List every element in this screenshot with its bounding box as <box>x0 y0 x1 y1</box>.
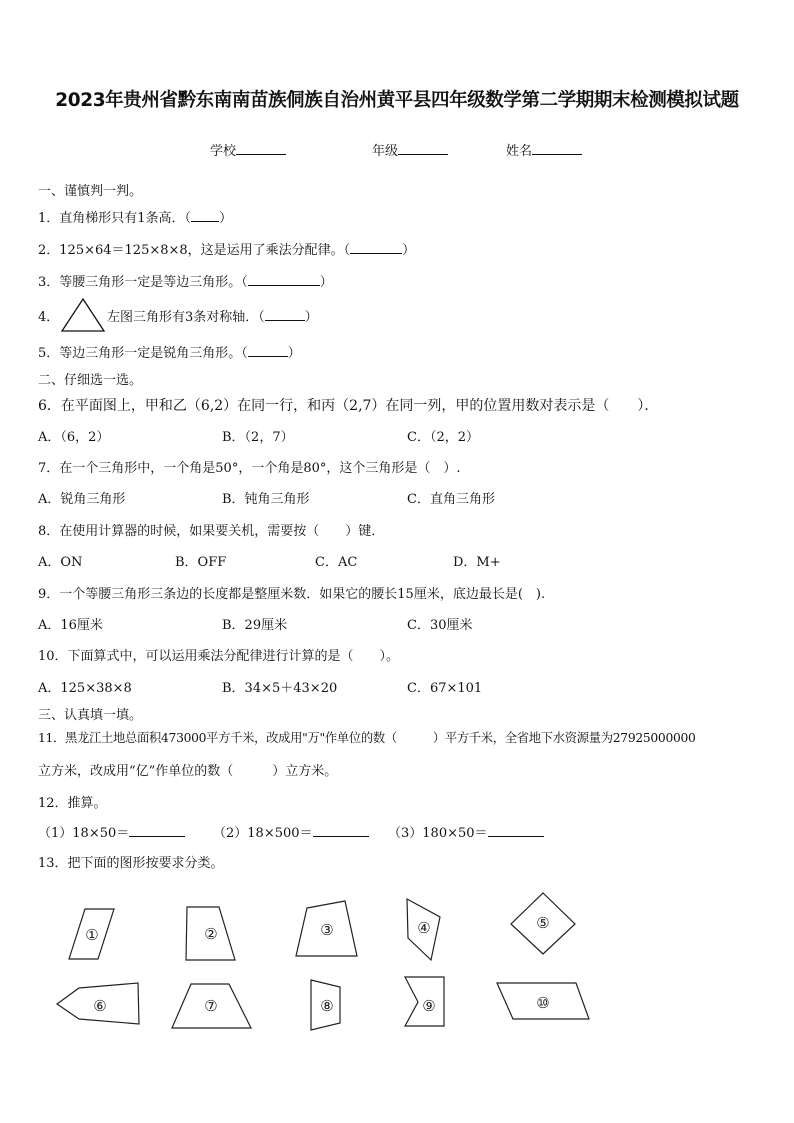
section3-heading: 三、认真填一填。 <box>38 708 143 723</box>
question-5: 5．等边三角形一定是锐角三角形。（ ） <box>38 346 301 361</box>
q12-blank-1[interactable] <box>129 824 185 837</box>
shape-label-4: ④ <box>417 919 431 937</box>
page-title: 2023年贵州省黔东南南苗族侗族自治州黄平县四年级数学第二学期期末检测模拟试题 <box>55 90 739 111</box>
name-label: 姓名 <box>506 144 533 159</box>
answer-blank-2[interactable] <box>350 241 402 254</box>
shape-label-6: ⑥ <box>93 997 107 1015</box>
shape-label-8: ⑧ <box>320 997 334 1015</box>
shape-label-3: ③ <box>320 921 334 939</box>
q10-option-c[interactable]: C．67×101 <box>407 681 483 696</box>
grade-label: 年级 <box>372 144 399 159</box>
q8-option-b[interactable]: B．OFF <box>175 555 227 570</box>
triangle-figure <box>60 297 106 333</box>
question-10: 10．下面算式中，可以运用乘法分配律进行计算的是（ ）。 <box>38 649 400 664</box>
q12-part-1: （1）18×50＝ <box>38 822 185 841</box>
q12-blank-3[interactable] <box>488 824 544 837</box>
school-label: 学校 <box>210 144 237 159</box>
question-11-line1: 11．黑龙江土地总面积473000平方千米，改成用"万"作单位的数（ ）平方千米，全省地下水资源量为27925000000 <box>38 731 696 745</box>
shape-label-9: ⑨ <box>422 997 436 1015</box>
question-8: 8．在使用计算器的时候，如果要关机，需要按（ ）键． <box>38 524 385 539</box>
shape-label-7: ⑦ <box>204 997 218 1015</box>
answer-blank-4[interactable] <box>265 308 305 321</box>
question-13: 13．把下面的图形按要求分类。 <box>38 856 224 871</box>
shapes-figure <box>0 880 794 1040</box>
question-9: 9．一个等腰三角形三条边的长度都是整厘米数．如果它的腰长15厘米，底边最长是( ). <box>38 587 546 602</box>
question-4: 4． <box>38 310 60 325</box>
q12-part-3: （3）180×50＝ <box>388 822 544 841</box>
answer-blank-1[interactable] <box>191 209 219 222</box>
grade-field[interactable] <box>372 140 448 159</box>
name-field[interactable] <box>506 140 582 159</box>
shape-label-5: ⑤ <box>536 914 550 932</box>
q9-option-b[interactable]: B．29厘米 <box>222 618 288 633</box>
shape-label-2: ② <box>204 925 218 943</box>
answer-blank-5[interactable] <box>248 344 288 357</box>
q8-option-a[interactable]: A．ON <box>38 555 83 570</box>
q7-option-a[interactable]: A．锐角三角形 <box>38 492 126 507</box>
q9-option-c[interactable]: C．30厘米 <box>407 618 473 633</box>
question-2: 2．125×64＝125×8×8，这是运用了乘法分配律。（ ） <box>38 243 416 258</box>
q7-option-c[interactable]: C．直角三角形 <box>407 492 495 507</box>
q6-option-c[interactable]: C．（2，2） <box>407 430 479 445</box>
q10-option-a[interactable]: A．125×38×8 <box>38 681 132 696</box>
q6-option-b[interactable]: B．（2，7） <box>222 430 294 445</box>
answer-blank-3[interactable] <box>248 273 320 286</box>
q6-option-a[interactable]: A．（6，2） <box>38 430 110 445</box>
q12-part-2: （2）18×500＝ <box>213 822 369 841</box>
question-4-text: 左图三角形有3条对称轴．（ ） <box>107 310 318 325</box>
q7-option-b[interactable]: B．钝角三角形 <box>222 492 310 507</box>
q8-option-d[interactable]: D．M+ <box>453 555 501 570</box>
school-field[interactable] <box>210 140 286 159</box>
q9-option-a[interactable]: A．16厘米 <box>38 618 103 633</box>
section2-heading: 二、仔细选一选。 <box>38 373 143 388</box>
shape-label-10: ⑩ <box>536 994 550 1012</box>
question-12: 12．推算。 <box>38 796 107 811</box>
question-1: 1．直角梯形只有1条高．（ ） <box>38 211 233 226</box>
q12-blank-2[interactable] <box>313 824 369 837</box>
question-3: 3．等腰三角形一定是等边三角形。（ ） <box>38 275 333 290</box>
section1-heading: 一、谨慎判一判。 <box>38 184 143 199</box>
q8-option-c[interactable]: C．AC <box>315 555 358 570</box>
shape-label-1: ① <box>85 926 99 944</box>
question-11-line2: 立方米，改成用“亿”作单位的数（ ）立方米。 <box>38 764 338 779</box>
question-7: 7．在一个三角形中，一个角是50°，一个角是80°，这个三角形是（ ）. <box>38 461 461 476</box>
q10-option-b[interactable]: B．34×5＋43×20 <box>222 681 338 696</box>
question-6: 6．在平面图上，甲和乙（6,2）在同一行，和丙（2,7）在同一列，甲的位置用数对表示是（ ）． <box>38 398 659 414</box>
